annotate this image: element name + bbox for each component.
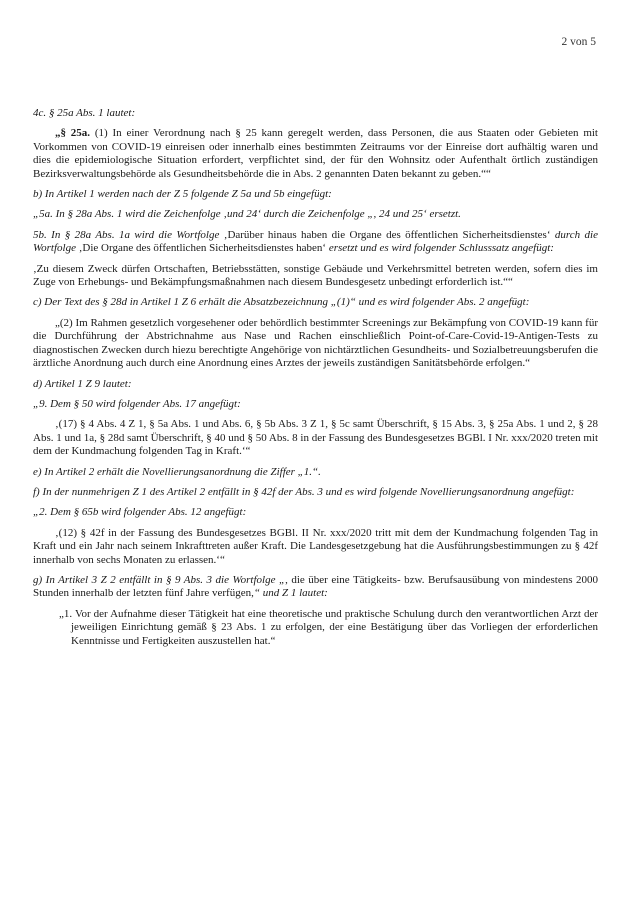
amendment-5a: „5a. In § 28a Abs. 1 wird die Zeichenfolge ‚und 24‘ durch die Zeichenfolge „, 24 und 25‘ ersetzt. xyxy=(33,208,461,221)
paragraph-25a xyxy=(33,127,598,181)
amendment-c: c) Der Text des § 28d in Artikel 1 Z 6 erhält die Absatzbezeichnung „(1)“ und es wird folgender Abs. 2 angefügt: xyxy=(33,296,530,309)
amendment-4c: 4c. § 25a Abs. 1 lautet: xyxy=(33,107,136,119)
text-g-c: “ und Z 1 lautet: xyxy=(253,587,328,600)
section-label: „§ 25a. xyxy=(55,127,91,140)
amendment-b: b) In Artikel 1 werden nach der Z 5 folgende Z 5a und 5b eingefügt: xyxy=(33,188,332,201)
document-body xyxy=(33,107,598,655)
item-1: „1. Vor der Aufnahme dieser Tätigkeit hat eine theoretische und praktische Schulung durch den verantwortlichen Arzt der jeweiligen Einrichtung gemäß § 23 Abs. 1 zu erfolgen, der eine Bestätigung über das Vorliegen der erforderlichen Kenntnisse und Fertigkeiten auszustellen hat.“ xyxy=(59,607,598,647)
text-5b-c: durch die Wortfolge xyxy=(33,228,598,255)
text-5b-b: ‚Darüber hinaus haben die Organe des öffentlichen Sicherheitsdienstes‘ xyxy=(223,228,551,241)
text-5b-d: ‚Die Organe des öffentlichen Sicherheitsdienstes haben‘ xyxy=(78,242,327,255)
section-text: (1) In einer Verordnung nach § 25 kann geregelt werden, dass Personen, die aus Staaten oder Gebieten mit Vorkommen von COVID-19 einreisen oder innerhalb eines bestimmten Zeitraums vor der Einreise dort aufhältig waren und dies die epidemiologische Situation erfordert, verpflichtet sind, der für den Wohnsitz oder Aufenthalt örtlich zuständigen Bezirksverwaltungsbehörde als Gesundheitsbehörde die in Abs. 2 genannten Daten bekannt zu geben.““ xyxy=(33,127,598,180)
text-5b-a: 5b. In § 28a Abs. 1a wird die Wortfolge xyxy=(33,228,224,241)
text-g-b: , die über eine Tätigkeits- bzw. Berufsausübung von mindestens 2000 Stunden innerhalb der letzten fünf Jahre verfügen, xyxy=(33,573,598,600)
amendment-g xyxy=(33,574,598,601)
paragraph-65b-12: ‚(12) § 42f in der Fassung des Bundesgesetzes BGBl. II Nr. xxx/2020 tritt mit dem der Kundmachung folgenden Tag in Kraft und ein Jahr nach seinem Inkrafttreten außer Kraft. Die Landesgesetzgebung hat die Ausführungsbestimmungen zu § 42f innerhalb von sechs Monaten zu erlassen.‘“ xyxy=(33,526,598,566)
page-number: 2 von 5 xyxy=(561,36,596,48)
schlusssatz: ‚Zu diesem Zweck dürfen Ortschaften, Betriebsstätten, sonstige Gebäude und Verkehrsmittel betreten werden, sofern dies im Zuge von Erhebungs- und Bekämpfungsmaßnahmen nach diesem Bundesgesetz unbedingt erforderlich ist.““ xyxy=(33,262,598,289)
amendment-9: „9. Dem § 50 wird folgender Abs. 17 angefügt: xyxy=(33,397,241,410)
amendment-2: „2. Dem § 65b wird folgender Abs. 12 angefügt: xyxy=(33,506,247,519)
amendment-5b xyxy=(33,229,598,256)
text-g-a: g) In Artikel 3 Z 2 entfällt in § 9 Abs. 3 die Wortfolge „ xyxy=(33,573,286,586)
amendment-d: d) Artikel 1 Z 9 lautet: xyxy=(33,377,132,390)
text-5b-e: ersetzt und es wird folgender Schlusssatz angefügt: xyxy=(326,242,554,255)
amendment-f: f) In der nunmehrigen Z 1 des Artikel 2 entfällt in § 42f der Abs. 3 und es wird folgende Novellierungsanordnung angefügt: xyxy=(33,485,575,498)
amendment-e: e) In Artikel 2 erhält die Novellierungsanordnung die Ziffer „1.“. xyxy=(33,465,321,478)
paragraph-28d-2: „(2) Im Rahmen gesetzlich vorgesehener oder behördlich bestimmter Screenings zur Bekämpfung von COVID-19 kann für die Durchführung der Abstrichnahme aus Nase und Rachen einschließlich Point-of-Care-Covid-19-Antigen-Tests zu diagnostischen Zwecken durch hiezu berechtigte Angehörige von nichtärztlichen Gesundheits- und Sozialbetreuungsberufen die ärztliche Anordnung auch durch eine Anordnung eines Arztes der jeweils zuständigen Sanitätsbehörde erfolgen.“ xyxy=(33,316,598,370)
paragraph-50-17: ‚(17) § 4 Abs. 4 Z 1, § 5a Abs. 1 und Abs. 6, § 5b Abs. 3 Z 1, § 5c samt Überschrift, § 15 Abs. 3, § 25a Abs. 1 und 2, § 28 Abs. 1 und 1a, § 28d samt Überschrift, § 40 und § 50 Abs. 8 in der Fassung des Bundesgesetzes BGBl. I Nr. xxx/2020 treten mit dem der Kundmachung folgenden Tag in Kraft.‘“ xyxy=(33,418,598,458)
